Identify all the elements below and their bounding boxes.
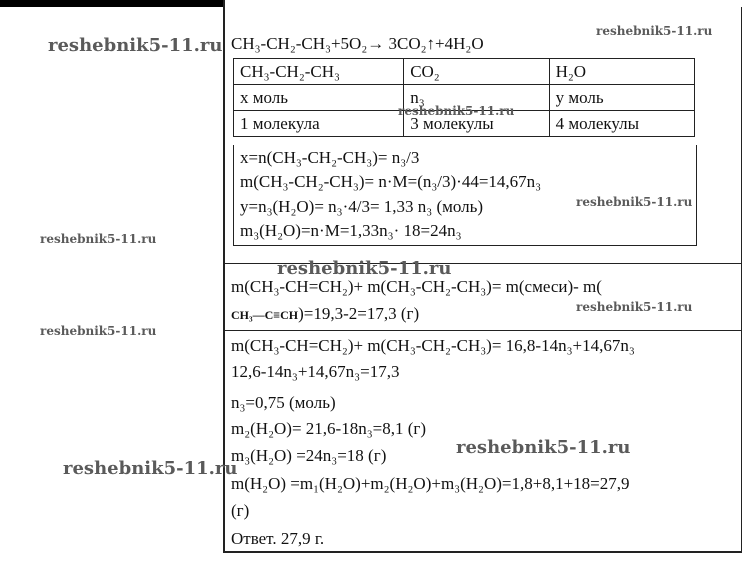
propyne-formula: CH₃—C≡CH: [231, 308, 299, 322]
watermark: reshebnik5-11.ru: [576, 300, 693, 314]
solution-line: m₂(H₂O)= 21,6-18n₃=8,1 (г): [231, 419, 427, 438]
solution-line: 12,6-14n₃+14,67n₃=17,3: [231, 362, 400, 381]
solution-line: n₃=0,75 (моль): [231, 393, 336, 412]
solution-line: m₃(H₂O) =24n₃=18 (г): [231, 446, 387, 465]
calc-line: m(CH₃-CH₂-CH₃)= n·M=(n₃/3)·44=14,67n₃: [240, 172, 542, 191]
solution-line: m(CH₃-CH=CH₂)+ m(CH₃-CH₂-CH₃)= m(смеси)- m(: [231, 277, 602, 296]
table-cell: 3 молекулы: [404, 111, 549, 137]
reaction-equation: CH₃-CH₂-CH₃+5O₂→ 3CO₂↑+4H₂O: [231, 34, 484, 53]
watermark: reshebnik5-11.ru: [398, 104, 515, 118]
table-cell: CH₃-CH₂-CH₃: [234, 59, 404, 85]
watermark: reshebnik5-11.ru: [63, 458, 238, 479]
solution-line: [231, 304, 419, 325]
calc-line: x=n(CH₃-CH₂-CH₃)= n₃/3: [240, 148, 420, 167]
table-cell: 4 молекулы: [549, 111, 694, 137]
right-column-border: [741, 7, 742, 552]
table-cell: H₂O: [549, 59, 694, 85]
solution-line: m(H₂O) =m₁(H₂O)+m₂(H₂O)+m₃(H₂O)=1,8+8,1+18=27,9: [231, 474, 630, 493]
table-cell: y моль: [549, 85, 694, 111]
top-black-bar: [0, 0, 224, 7]
solution-line: (г): [231, 501, 250, 520]
watermark: reshebnik5-11.ru: [576, 195, 693, 209]
table-row: [234, 59, 695, 85]
solution-line-rest: )=19,3-2=17,3 (г): [298, 304, 420, 323]
watermark: reshebnik5-11.ru: [40, 324, 157, 338]
table-cell: x моль: [234, 85, 404, 111]
bottom-border: [223, 551, 742, 553]
section-divider-2: [223, 330, 742, 331]
calc-line: y=n₃(H₂O)= n₃·4/3= 1,33 n₃ (моль): [240, 197, 484, 216]
watermark: reshebnik5-11.ru: [456, 437, 631, 458]
answer-line: Ответ. 27,9 г.: [231, 529, 325, 548]
watermark: reshebnik5-11.ru: [40, 232, 157, 246]
watermark: reshebnik5-11.ru: [48, 35, 223, 56]
table-cell: n₃: [404, 85, 549, 111]
solution-line: m(CH₃-CH=CH₂)+ m(CH₃-CH₂-CH₃)= 16,8-14n₃+14,67n₃: [231, 336, 635, 355]
watermark: reshebnik5-11.ru: [277, 258, 452, 279]
table-cell: CO₂: [404, 59, 549, 85]
watermark: reshebnik5-11.ru: [596, 24, 713, 38]
mole-ratio-table: [233, 58, 695, 137]
table-cell: 1 молекула: [234, 111, 404, 137]
calc-line: m₃(H₂O)=n·M=1,33n₃· 18=24n₃: [240, 221, 462, 240]
